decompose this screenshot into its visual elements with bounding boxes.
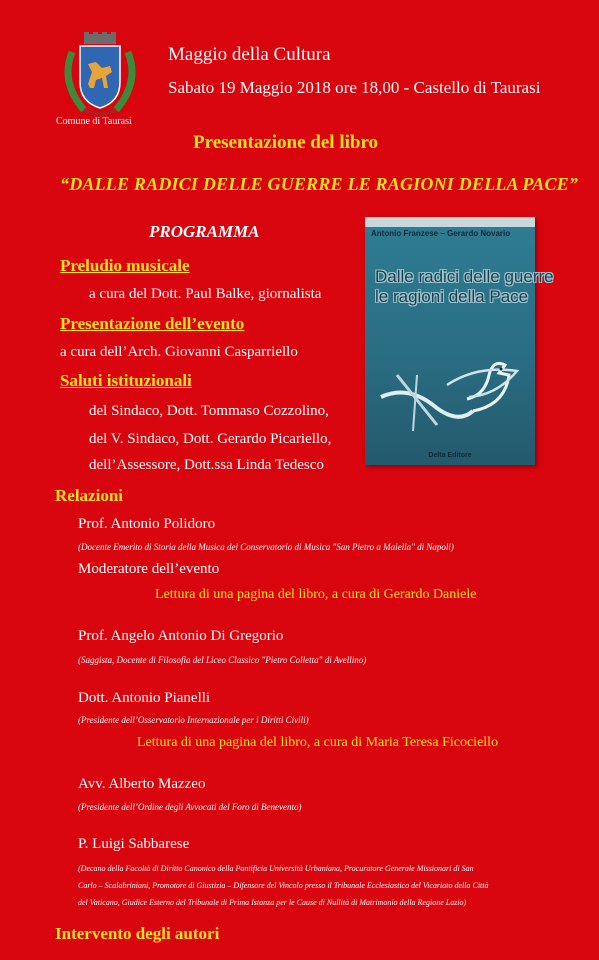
speaker-note: (Presidente dell’Ordine degli Avvocati del Foro di Benevento) [78, 802, 302, 812]
event-date: Sabato 19 Maggio 2018 ore 18,00 - Castello di Taurasi [168, 78, 541, 97]
programma-heading: PROGRAMMA [149, 222, 260, 241]
presentation-heading: Presentazione del libro [193, 132, 379, 153]
relazioni-heading: Relazioni [55, 486, 123, 505]
saluti-line: del V. Sindaco, Dott. Gerardo Picariello, [89, 431, 332, 447]
saluti-line: dell’Assessore, Dott.ssa Linda Tedesco [89, 457, 324, 473]
crest-label: Comune di Taurasi [56, 116, 132, 127]
speaker-note: (Presidente dell’Osservatorio Internazionale per i Diritti Civili) [78, 715, 309, 725]
book-cover-image [365, 217, 554, 465]
speaker-name: Prof. Angelo Antonio Di Gregorio [78, 628, 284, 644]
speaker-note: (Docente Emerito di Storia della Musica del Conservatorio di Musica "San Pietro a Maiella" di Napoli) [78, 542, 454, 552]
moderator-label: Moderatore dell’evento [78, 561, 220, 577]
speaker-name: Dott. Antonio Pianelli [78, 690, 211, 706]
book-cover-publisher: Delta Editore [428, 452, 472, 459]
book-title: “DALLE RADICI DELLE GUERRE LE RAGIONI DELLA PACE” [60, 174, 579, 194]
presentazione-heading: Presentazione dell’evento [60, 314, 245, 333]
preludio-text: a cura del Dott. Paul Balke, giornalista [89, 286, 322, 302]
book-cover-title-line1: Dalle radici delle guerre [375, 267, 554, 286]
saluti-heading: Saluti istituzionali [60, 371, 192, 390]
municipal-crest-icon [58, 32, 142, 118]
speaker-note: (Saggista, Docente di Filosofia del Liceo Classico "Pietro Colletta" di Avellino) [78, 655, 367, 665]
saluti-line: del Sindaco, Dott. Tommaso Cozzolino, [89, 403, 329, 419]
closing-heading: Intervento degli autori [55, 924, 220, 943]
reading-note: Lettura di una pagina del libro, a cura di Gerardo Daniele [155, 587, 477, 602]
speaker-note: del Vaticano, Giudice Esterno del Tribunale di Prima Istanza per le Cause di Nullità di Matrimonio della Regione Lazio) [78, 898, 467, 907]
speaker-note: (Decano della Facoltà di Diritto Canonico della Pontificia Università Urbaniana, Procuratore Generale Missionari di San [78, 864, 474, 873]
reading-note: Lettura di una pagina del libro, a cura di Maria Teresa Ficociello [137, 735, 499, 750]
speaker-name: Avv. Alberto Mazzeo [78, 776, 206, 792]
dove-barbed-wire-icon [377, 345, 523, 435]
speaker-name: P. Luigi Sabbarese [78, 836, 190, 852]
speaker-note: Carlo – Scalabriniani, Promotore di Giustizia – Difensore del Vincolo presso il Tribunale Ecclesiastico del Vicariato della Città [78, 881, 489, 890]
preludio-heading: Preludio musicale [60, 256, 190, 275]
book-cover-title [375, 267, 554, 307]
book-cover-title-line2: le ragioni della Pace [375, 287, 529, 306]
speaker-name: Prof. Antonio Polidoro [78, 516, 216, 532]
book-cover-authors: Antonio Franzese – Gerardo Novario [371, 229, 511, 238]
event-title: Maggio della Cultura [168, 44, 331, 65]
presentazione-text: a cura dell’Arch. Giovanni Casparriello [60, 344, 298, 360]
